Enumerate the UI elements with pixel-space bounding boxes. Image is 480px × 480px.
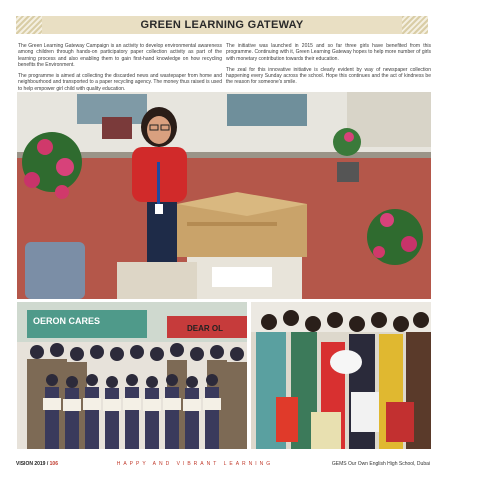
footer-vision-label: VISION 2019 / — [16, 461, 49, 467]
footer-school-name: GEMS Our Own English High School, Dubai — [331, 461, 430, 467]
paragraph: The initiative was launched in 2015 and so far three girls have benefited from this programme. Continuing with it, Green Learning Gateway hopes to help more number of girls with monetary contribution towards their education. — [226, 43, 431, 62]
banner-text: OERON CARES — [33, 316, 101, 326]
page-footer — [16, 459, 430, 469]
left-column — [18, 43, 222, 97]
paragraph: The Green Learning Gateway Campaign is an activity to develop environmental awareness among children through hands-on participatory paper collection activity as part of the learning process and also enabling them to gain first-hand knowledge on how recycling benefits the Environment. — [18, 43, 222, 68]
group-photo-gifts — [251, 302, 431, 449]
decorative-hatch-right — [402, 16, 428, 34]
page-title: GREEN LEARNING GATEWAY — [140, 19, 304, 31]
paragraph: The zeal for this innovative initiative is clearly evident by way of newspaper collection happening every Sunday across the school. Hope this continues and the act of kindness be the reason for someone's smile. — [226, 66, 431, 86]
footer-tagline: HAPPY AND VIBRANT LEARNING — [116, 461, 274, 467]
decorative-hatch-left — [16, 16, 42, 34]
page-number: 106 — [49, 461, 58, 467]
sign-text: DEAR OL — [187, 324, 223, 333]
paragraph: The programme is aimed at collecting the discarded news and wastepaper from home and neighbourhood and transported to a paper recycling agency. The money thus raised is used to help empower girl child with quality education. — [18, 73, 222, 92]
footer-left — [16, 461, 58, 467]
right-column — [226, 43, 431, 91]
title-banner — [42, 16, 402, 34]
group-photo-certificates — [17, 302, 247, 449]
main-photo — [17, 92, 431, 299]
